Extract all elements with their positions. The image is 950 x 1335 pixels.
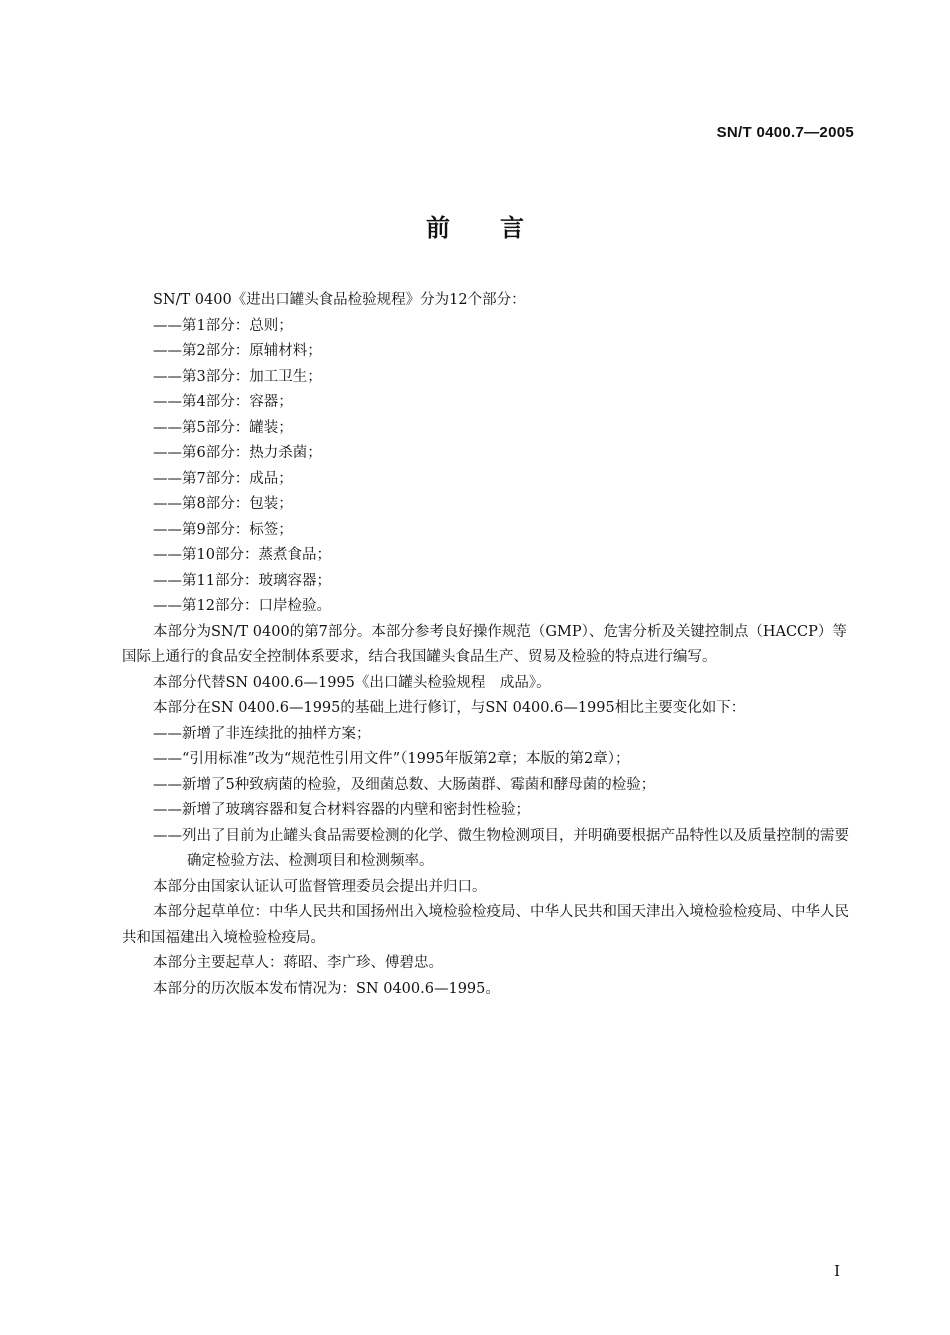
- drafters-paragraph: 本部分主要起草人：蒋昭、李广珍、傅碧忠。: [153, 955, 443, 971]
- part-item: ——第6部分：热力杀菌；: [153, 445, 322, 461]
- part-item: ——第5部分：罐装；: [153, 419, 293, 436]
- page-title: 前言: [426, 214, 574, 242]
- change-item: ——新增了非连续批的抽样方案；: [153, 725, 371, 742]
- purpose-paragraph: 本部分为SN/T 0400的第7部分。本部分参考良好操作规范（GMP）、危害分析及关键控制点（HACCP）等国际上通行的食品安全控制体系要求，结合我国罐头食品生产、贸易及检验的特点进行编写。: [122, 623, 847, 665]
- change-item: ——“引用标准”改为“规范性引用文件”（1995年版第2章；本版的第2章）；: [153, 751, 630, 767]
- proposed-paragraph: 本部分由国家认证认可监督管理委员会提出并归口。: [153, 878, 487, 895]
- history-paragraph: 本部分的历次版本发布情况为：SN 0400.6—1995。: [153, 980, 500, 997]
- foreword-body: [122, 288, 854, 1002]
- part-item: ——第7部分：成品；: [153, 470, 293, 487]
- document-code: SN/T 0400.7—2005: [716, 124, 854, 141]
- part-item: ——第4部分：容器；: [153, 394, 293, 410]
- part-item: ——第10部分：蒸煮食品；: [153, 547, 331, 563]
- part-item: ——第9部分：标签；: [153, 521, 293, 538]
- part-item: ——第1部分：总则；: [153, 317, 293, 334]
- drafting-units-paragraph: 本部分起草单位：中华人民共和国扬州出入境检验检疫局、中华人民共和国天津出入境检验检疫局、中华人民共和国福建出入境检验检疫局。: [122, 904, 849, 946]
- part-item: ——第3部分：加工卫生；: [153, 368, 322, 385]
- part-item: ——第2部分：原辅材料；: [153, 343, 322, 359]
- part-item: ——第12部分：口岸检验。: [153, 598, 331, 614]
- change-item: ——列出了目前为止罐头食品需要检测的化学、微生物检测项目，并明确要根据产品特性以及质量控制的需要确定检验方法、检测项目和检测频率。: [153, 827, 849, 869]
- page-number: I: [834, 1262, 840, 1280]
- part-item: ——第11部分：玻璃容器；: [153, 572, 331, 589]
- replaces-paragraph: 本部分代替SN 0400.6—1995《出口罐头检验规程 成品》。: [153, 674, 551, 691]
- changes-intro-paragraph: 本部分在SN 0400.6—1995的基础上进行修订，与SN 0400.6—1995相比主要变化如下：: [153, 700, 746, 716]
- change-item: ——新增了玻璃容器和复合材料容器的内壁和密封性检验；: [153, 802, 530, 818]
- part-item: ——第8部分：包装；: [153, 496, 293, 512]
- intro-paragraph: SN/T 0400《进出口罐头食品检验规程》分为12个部分：: [153, 292, 526, 308]
- change-item: ——新增了5种致病菌的检验，及细菌总数、大肠菌群、霉菌和酵母菌的检验；: [153, 776, 656, 793]
